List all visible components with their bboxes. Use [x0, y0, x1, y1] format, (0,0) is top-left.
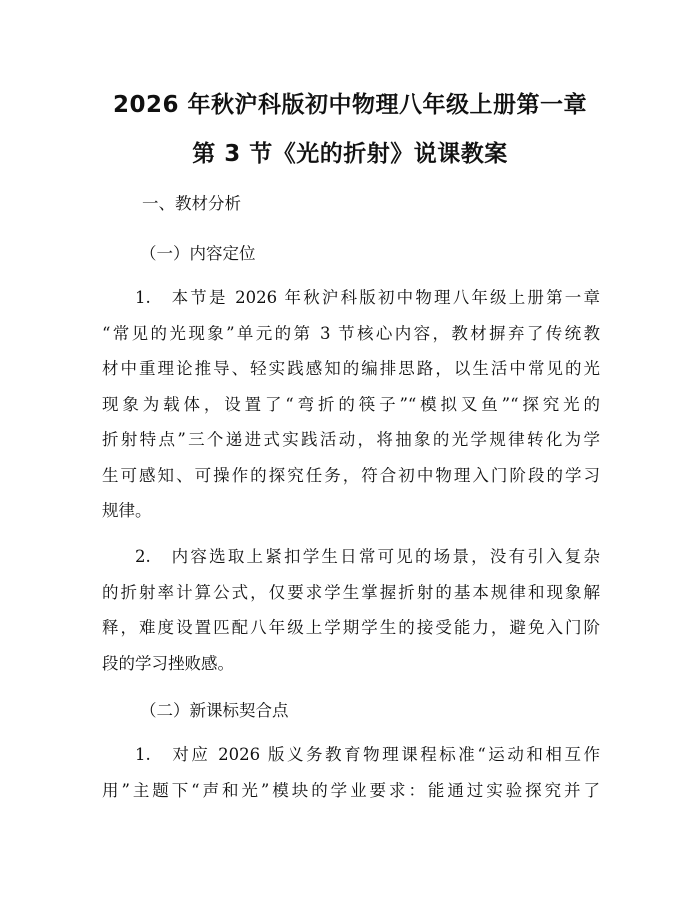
paragraph-2-line-1: 2. 内容选取上紧扣学生日常可见的场景，没有引入复杂 — [135, 547, 600, 566]
paragraph-2-line-2: 的折射率计算公式，仅要求学生掌握折射的基本规律和现象解 — [102, 582, 600, 602]
paragraph-1-line-2: “常见的光现象”单元的第 3 节核心内容，教材摒弃了传统教 — [102, 323, 600, 343]
subsection-heading-curriculum-alignment: （二）新课标契合点 — [140, 701, 289, 720]
paragraph-3 — [102, 737, 600, 808]
section-heading-textbook-analysis: 一、教材分析 — [142, 194, 241, 213]
paragraph-1-line-7: 规律。 — [102, 501, 152, 520]
subsection-heading-content-positioning: （一）内容定位 — [140, 244, 256, 263]
paragraph-1-line-6: 生可感知、可操作的探究任务，符合初中物理入门阶段的学习 — [102, 465, 600, 485]
paragraph-1-line-5: 折射特点”三个递进式实践活动，将抽象的光学规律转化为学 — [102, 430, 600, 449]
paragraph-2 — [102, 539, 600, 681]
paragraph-3-line-1: 1. 对应 2026 版义务教育物理课程标准“运动和相互作 — [135, 745, 600, 764]
paragraph-1-line-4: 现象为载体，设置了“弯折的筷子”“模拟叉鱼”“探究光的 — [102, 394, 600, 414]
document-title-line-1: 2026 年秋沪科版初中物理八年级上册第一章 — [112, 92, 588, 118]
paragraph-2-line-4: 段的学习挫败感。 — [102, 653, 234, 673]
paragraph-2-line-3: 释，难度设置匹配八年级上学期学生的接受能力，避免入门阶 — [102, 618, 600, 637]
paragraph-3-line-2: 用”主题下“声和光”模块的学业要求：能通过实验探究并了 — [102, 780, 600, 800]
paragraph-1-line-3: 材中重理论推导、轻实践感知的编排思路，以生活中常见的光 — [102, 359, 600, 378]
paragraph-1-line-1: 1. 本节是 2026 年秋沪科版初中物理八年级上册第一章 — [135, 288, 600, 307]
paragraph-1 — [102, 280, 600, 529]
document-title-line-2: 第 3 节《光的折射》说课教案 — [192, 141, 508, 167]
